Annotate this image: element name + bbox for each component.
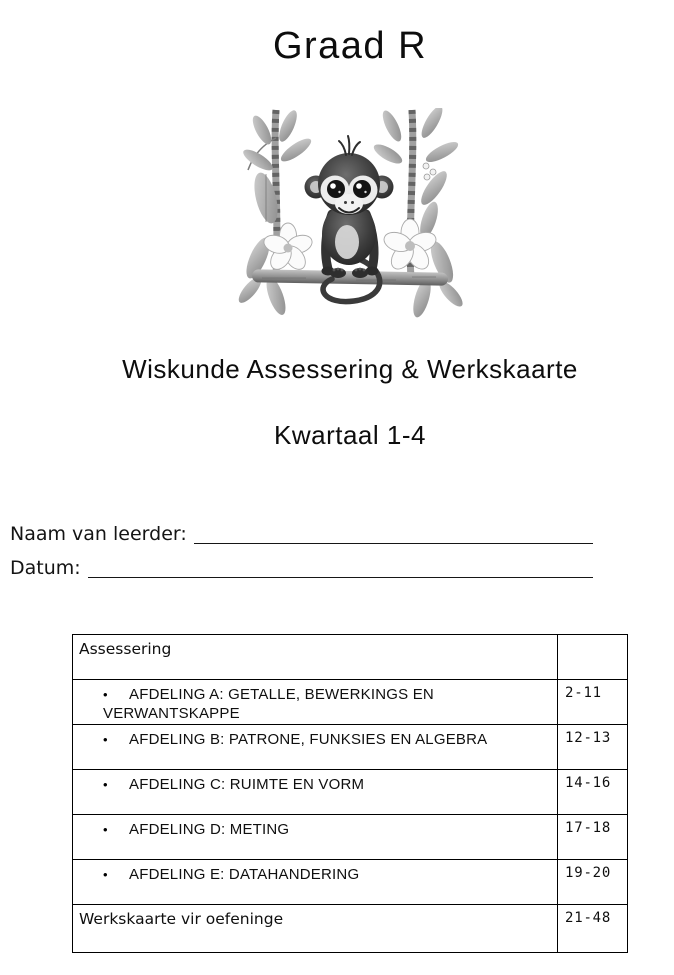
monkey-on-swing-illustration	[236, 108, 464, 318]
pages-cell: 14-16	[558, 770, 628, 815]
cover-header-block	[0, 24, 674, 452]
footer-label-cell	[73, 905, 558, 953]
date-field-label: Datum:	[10, 557, 81, 579]
section-label-cell	[73, 680, 558, 725]
name-field-label: Naam van leerder:	[10, 523, 187, 545]
bullet-icon: •	[103, 822, 108, 837]
learner-details-block	[10, 515, 593, 583]
name-fill-line	[194, 543, 593, 544]
section-label-cell	[73, 815, 558, 860]
date-field-row	[10, 549, 593, 583]
section-label-cell	[73, 860, 558, 905]
header-pages-cell	[558, 635, 628, 680]
footer-pages-cell: 21-48	[558, 905, 628, 953]
term-heading: Kwartaal 1-4	[274, 420, 426, 450]
bullet-icon: •	[103, 732, 108, 747]
page-title: Graad R	[272, 25, 428, 67]
footer-label: Werkskaarte vir oefeninge	[79, 910, 284, 928]
table-footer-row	[73, 905, 628, 953]
table-row-section-a	[73, 680, 628, 725]
section-label: AFDELING A: GETALLE, BEWERKINGS EN VERWANTSKAPPE	[103, 686, 434, 722]
table-row-section-d	[73, 815, 628, 860]
section-label-cell	[73, 770, 558, 815]
table-row-section-c	[73, 770, 628, 815]
pages-cell: 19-20	[558, 860, 628, 905]
section-label: AFDELING B: PATRONE, FUNKSIES EN ALGEBRA	[129, 731, 488, 748]
table-row-section-e	[73, 860, 628, 905]
contents-table	[72, 634, 628, 953]
table-header-row	[73, 635, 628, 680]
section-label: AFDELING E: DATAHANDERING	[129, 866, 360, 883]
date-fill-line	[88, 577, 593, 578]
subtitle: Wiskunde Assessering & Werkskaarte	[122, 354, 578, 384]
bullet-icon: •	[103, 687, 108, 702]
name-field-row	[10, 515, 593, 549]
header-label: Assessering	[79, 640, 172, 658]
pages-cell: 17-18	[558, 815, 628, 860]
header-label-cell	[73, 635, 558, 680]
bullet-icon: •	[103, 777, 108, 792]
section-label: AFDELING D: METING	[129, 821, 290, 838]
table-row-section-b	[73, 725, 628, 770]
pages-cell: 2-11	[558, 680, 628, 725]
bullet-icon: •	[103, 867, 108, 882]
pages-cell: 12-13	[558, 725, 628, 770]
section-label-cell	[73, 725, 558, 770]
section-label: AFDELING C: RUIMTE EN VORM	[129, 776, 365, 793]
